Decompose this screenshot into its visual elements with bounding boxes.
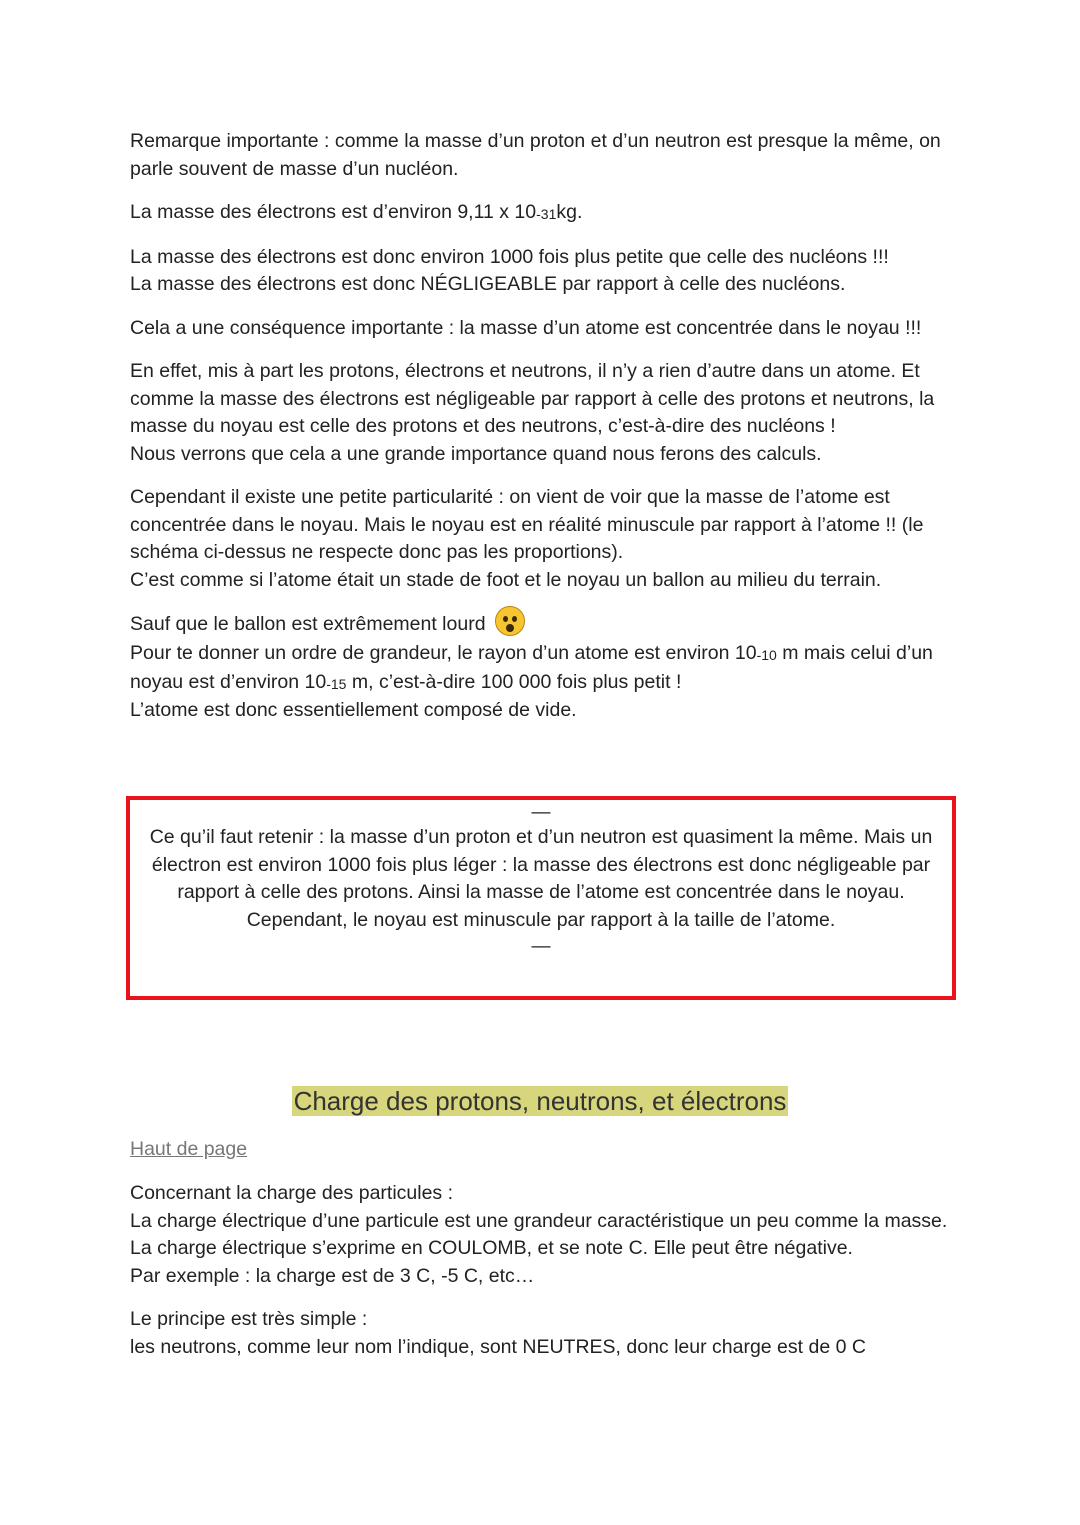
paragraph-nucleon-mass: Remarque importante : comme la masse d’un proton et d’un neutron est presque la même, on parle souvent de masse d’un nucléon. [130, 130, 941, 180]
summary-text: Ce qu’il faut retenir : la masse d’un proton et d’un neutron est quasiment la même. Mais un électron est environ 1000 fois plus léger : la masse des électrons est donc négligeable par rapport à celle des protons. Ainsi la masse de l’atome est concentrée dans le noyau. [149, 826, 933, 903]
top-of-page-link[interactable]: Haut de page [130, 1138, 248, 1160]
section-heading: Charge des protons, neutrons, et électrons [293, 1086, 787, 1116]
charge-section [130, 1180, 960, 1377]
summary-dash-bottom: — [531, 936, 551, 957]
paragraph-consequence: Cela a une conséquence importante : la masse d’un atome est concentrée dans le noyau !!! [130, 316, 922, 339]
summary-dash-top: — [531, 802, 551, 823]
paragraph-electron-mass: La masse des électrons est d’environ 9,11 x $10_{-31}kg$. [130, 201, 583, 223]
summary-text-2: Cependant, le noyau est minuscule par rapport à la taille de l’atome. [246, 908, 836, 931]
document-body [130, 128, 960, 741]
paragraph-explanation: En effet, mis à part les protons, électrons et neutrons, il n’y a rien d’autre dans un atome. Et comme la masse des électrons est négligeable par rapport à celle des protons et neutrons, la masse du noyau est celle des protons et des neutrons, c’est-à-dire des nucléons ! Nous verrons que cela a une grande importance quand nous ferons des calculs. [130, 360, 935, 465]
paragraph-charge-intro: Concernant la charge des particules : La charge électrique d’une particule est une grandeur caractéristique un peu comme la masse. La charge électrique s’exprime en COULOMB, et se note C. Elle peut être négative. Par exemple : la charge est de 3 C, -5 C, etc… [130, 1182, 948, 1287]
paragraph-charge-principle: Le principe est très simple : les neutrons, comme leur nom l’indique, sont NEUTRES, donc leur charge est de 0 C [130, 1308, 866, 1358]
summary-box [126, 796, 956, 1000]
paragraph-scale: Sauf que le ballon est extrêmement lourd Pour te donner un ordre de grandeur, le rayon d’un atome est environ $10_{-10}$ m mais celui d’un noyau est d’environ $10_{-15}$ m, c’est-à-dire 100 000 fois plus petit ! L’atome est donc essentiellement composé de vide. [130, 610, 960, 725]
paragraph-particularity: Cependant il existe une petite particularité : on vient de voir que la masse de l’atome est concentrée dans le noyau. Mais le noyau est en réalité minuscule par rapport à l’atome !! (le schéma ci-dessus ne respecte donc pas les proportions). C’est comme si l’atome était un stade de foot et le noyau un ballon au milieu du terrain. [130, 486, 924, 591]
astonished-face-icon [495, 606, 525, 636]
paragraph-electron-ratio: La masse des électrons est donc environ 1000 fois plus petite que celle des nucléons !!! La masse des électrons est donc NÉGLIGEABLE par rapport à celle des nucléons. [130, 245, 889, 295]
